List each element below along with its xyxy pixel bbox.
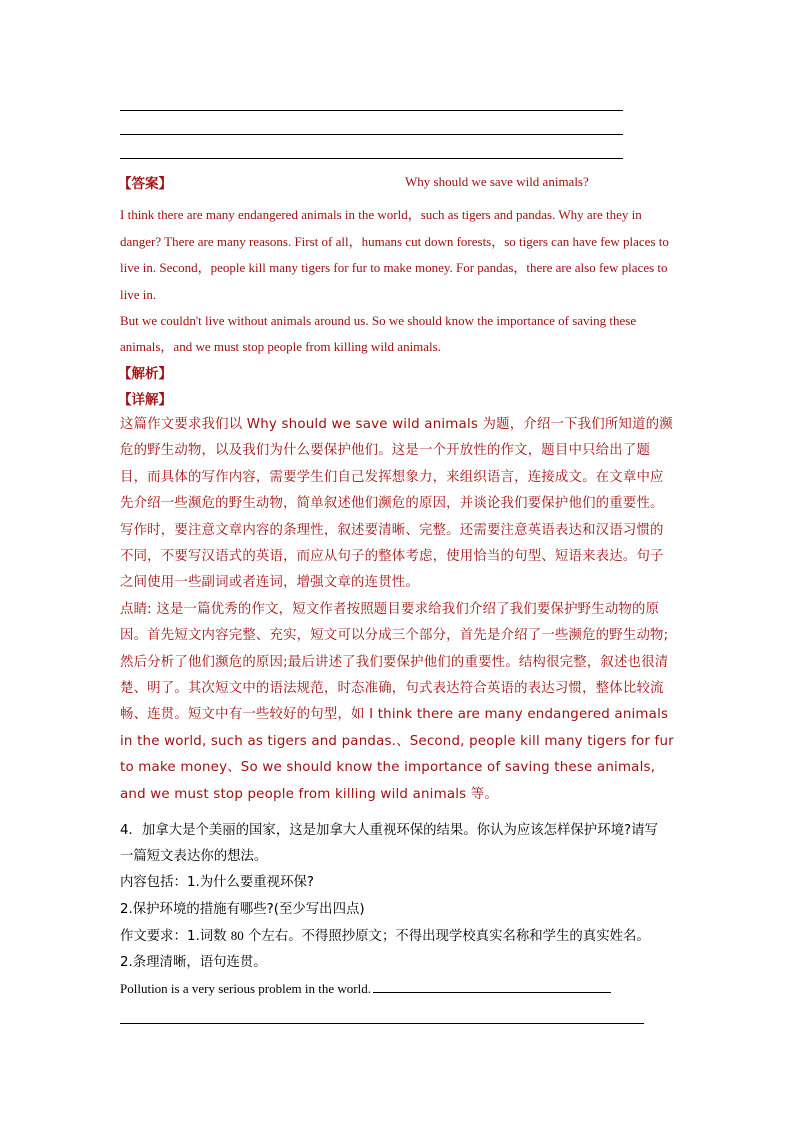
question-line: 一篇短文表达你的想法。 (120, 849, 268, 865)
answer-blank-line (120, 110, 623, 111)
detail-paragraph: 这篇作文要求我们以 Why should we save wild animals 为题，介绍一下我们所知道的濒危的野生动物，以及我们为什么要保护他们。这是一个开放性的作文，题目中只给出了题目，而具体的写作内容，需要学生们自己发挥想象力，来组织语言，连接成文。在文章中应先介绍一些濒危的野生动物，简单叙述他们濒危的原因，并谈论我们要保护他们的重要性。写作时，要注意文章内容的条理性，叙述要清晰、完整。还需要注意英语表达和汉语习惯的不同，不要写汉语式的英语，而应从句子的整体考虑，使用恰当的句型、短语来表达。句子之间使用一些副词或者连词，增强文章的连贯性。 (120, 417, 673, 591)
answer-blank-line (120, 134, 623, 135)
detail-tag: 【详解】 (118, 392, 172, 408)
writing-blank-line (120, 1023, 644, 1024)
question-line: 作文要求：1.词数 80 个左右。不得照抄原文；不得出现学校真实名称和学生的真实姓名。 (120, 927, 650, 944)
question-line: 2.保护环境的措施有哪些?(至少写出四点) (120, 901, 365, 917)
analysis-tag: 【解析】 (118, 366, 172, 382)
essay-title: Why should we save wild animals? (405, 174, 589, 189)
essay-body (120, 202, 680, 359)
detail-explanation (120, 412, 676, 808)
question-line: 内容包括：1.为什么要重视环保? (120, 875, 314, 891)
question-line: 2.条理清晰，语句连贯。 (120, 955, 267, 971)
question-4 (120, 818, 680, 1003)
essay-paragraph: I think there are many endangered animals in the world，such as tigers and pandas. Why are they in danger? There are many reasons. First of all，humans cut down forests，so tigers can have few places to live in. Second，people kill many tigers for fur to make money. For pandas，there are also few places to live in. (120, 207, 669, 302)
answer-tag: 【答案】 (118, 176, 172, 192)
essay-starter: Pollution is a very serious problem in the world. (120, 976, 680, 1003)
starter-blank-line (373, 980, 611, 993)
essay-paragraph: But we couldn't live without animals around us. So we should know the importance of saving these animals，and we must stop people from killing wild animals. (120, 313, 637, 354)
question-line: 4．加拿大是个美丽的国家，这是加拿大人重视环保的结果。你认为应该怎样保护环境?请写 (120, 823, 658, 838)
answer-blank-line (120, 158, 623, 159)
comment-paragraph: 点睛: 这是一篇优秀的作文，短文作者按照题目要求给我们介绍了我们要保护野生动物的原因。首先短文内容完整、充实，短文可以分成三个部分，首先是介绍了一些濒危的野生动物;然后分析了他们濒危的原因;最后讲述了我们要保护他们的重要性。结构很完整，叙述也很清楚、明了。其次短文中的语法规范，时态准确，句式表达符合英语的表达习惯，整体比较流畅、连贯。短文中有一些较好的句型，如 I think there are many endangered animals in the world, such as tigers and pandas.、Second, people kill many tigers for fur to make money、So we should know the importance of saving these animals, and we must stop people from killing wild animals 等。 (120, 601, 674, 802)
answer-header (118, 172, 638, 192)
